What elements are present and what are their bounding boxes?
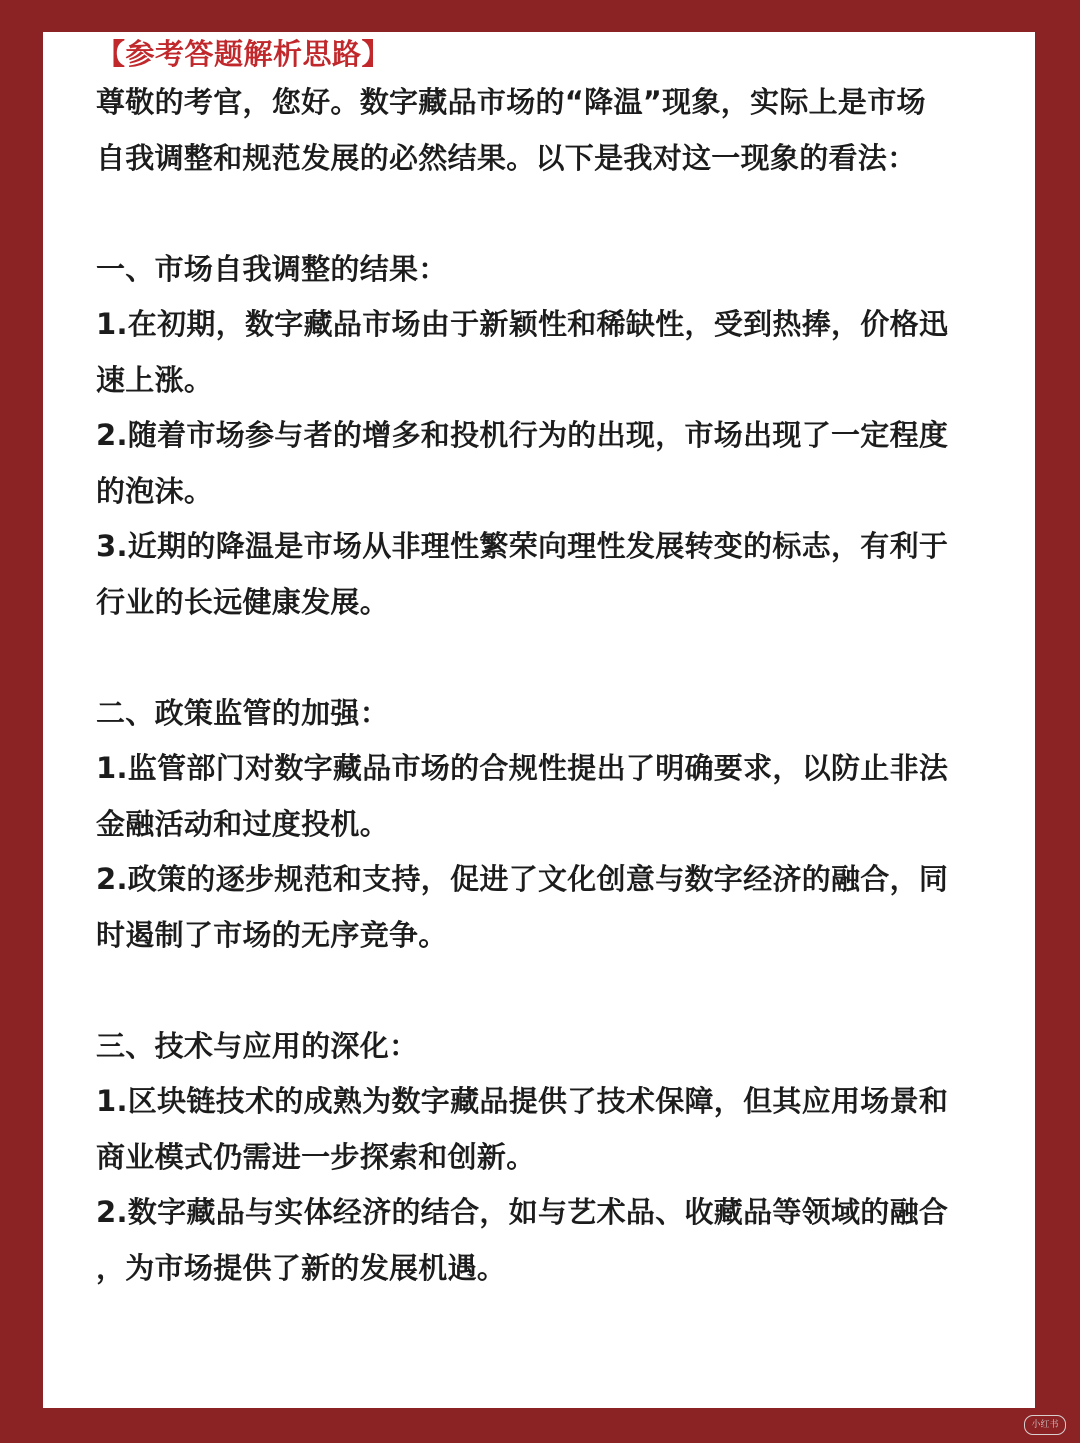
section-line: ，为市场提供了新的发展机遇。 [96, 1250, 507, 1285]
section-line: 时遏制了市场的无序竞争。 [96, 917, 448, 952]
section-line: 3.近期的降温是市场从非理性繁荣向理性发展转变的标志，有利于 [96, 529, 949, 563]
section-line: 速上涨。 [96, 362, 214, 397]
section-market-adjustment [96, 242, 1005, 631]
intro-line: 尊敬的考官，您好。数字藏品市场的“降温”现象，实际上是市场 [96, 85, 926, 119]
page-title: 【参考答题解析思路】 [96, 37, 392, 71]
section-line: 商业模式仍需进一步探索和创新。 [96, 1139, 536, 1174]
section-technology-application [96, 1019, 1005, 1297]
section-line: 2.数字藏品与实体经济的结合，如与艺术品、收藏品等领域的融合 [96, 1195, 949, 1229]
section-policy-regulation [96, 686, 1005, 964]
intro-line: 自我调整和规范发展的必然结果。以下是我对这一现象的看法： [96, 140, 917, 175]
section-line: 行业的长远健康发展。 [96, 584, 390, 619]
watermark-logo: 小红书 [1024, 1415, 1066, 1435]
section-line: 金融活动和过度投机。 [96, 806, 390, 841]
section-heading: 三、技术与应用的深化： [96, 1028, 419, 1063]
section-line: 2.随着市场参与者的增多和投机行为的出现，市场出现了一定程度 [96, 418, 949, 452]
section-heading: 二、政策监管的加强： [96, 695, 390, 730]
section-line: 1.监管部门对数字藏品市场的合规性提出了明确要求，以防止非法 [96, 751, 949, 785]
section-heading: 一、市场自我调整的结果： [96, 251, 448, 286]
section-line: 的泡沫。 [96, 473, 214, 508]
section-line: 1.在初期，数字藏品市场由于新颖性和稀缺性，受到热捧，价格迅 [96, 307, 949, 341]
section-line: 2.政策的逐步规范和支持，促进了文化创意与数字经济的融合，同 [96, 862, 949, 896]
section-line: 1.区块链技术的成熟为数字藏品提供了技术保障，但其应用场景和 [96, 1084, 949, 1118]
content-card [43, 32, 1035, 1408]
intro-paragraph [96, 75, 1005, 186]
